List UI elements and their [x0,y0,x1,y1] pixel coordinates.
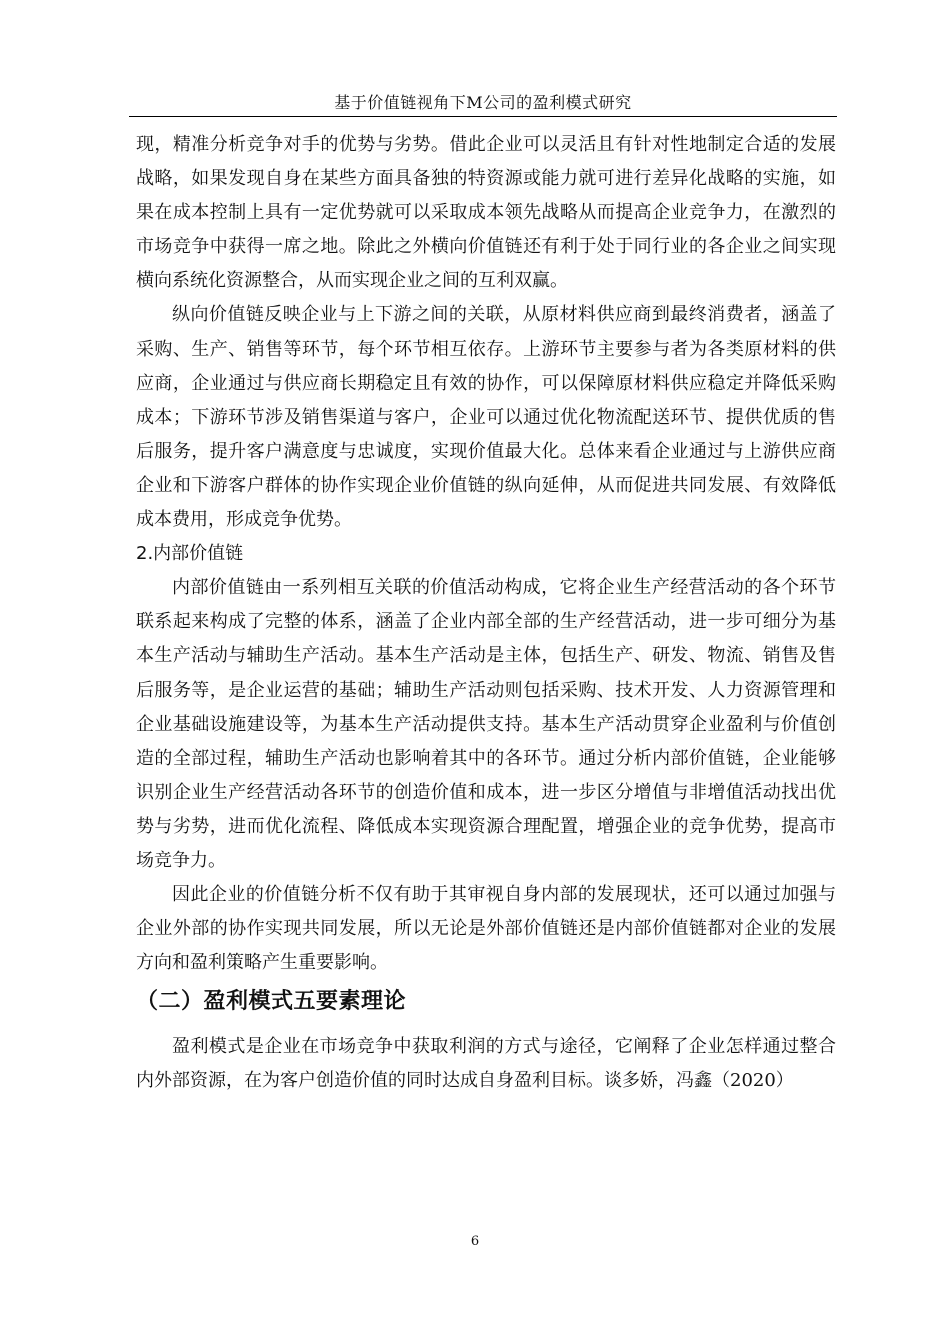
running-header-title: 基于价值链视角下M公司的盈利模式研究 [334,93,632,112]
page-number: 6 [470,1234,480,1249]
paragraph-vertical-value-chain: 纵向价值链反映企业与上下游之间的关联，从原材料供应商到最终消费者，涵盖了采购、生产、销售等环节，每个环节相互依存。上游环节主要参与者为各类原材料的供应商，企业通过与供应商长期稳定且有效的协作，可以保障原材料供应稳定并降低采购成本；下游环节涉及销售渠道与客户，企业可以通过优化物流配送环节、提供优质的售后服务，提升客户满意度与忠诚度，实现价值最大化。总体来看企业通过与上游供应商企业和下游客户群体的协作实现企业价值链的纵向延伸，从而促进共同发展、有效降低成本费用，形成竞争优势。 [136,304,836,531]
paragraph-internal-value-chain: 内部价值链由一系列相互关联的价值活动构成，它将企业生产经营活动的各个环节联系起来构成了完整的体系，涵盖了企业内部全部的生产经营活动，进一步可细分为基本生产活动与辅助生产活动。基本生产活动是主体，包括生产、研发、物流、销售及售后服务等，是企业运营的基础；辅助生产活动则包括采购、技术开发、人力资源管理和企业基础设施建设等，为基本生产活动提供支持。基本生产活动贯穿企业盈利与价值创造的全部过程，辅助生产活动也影响着其中的各环节。通过分析内部价值链，企业能够识别企业生产经营活动各环节的创造价值和成本，进一步区分增值与非增值活动找出优势与劣势，进而优化流程、降低成本实现资源合理配置，增强企业的竞争优势，提高市场竞争力。 [136,577,836,871]
paragraph-value-chain-summary: 因此企业的价值链分析不仅有助于其审视自身内部的发展现状，还可以通过加强与企业外部的协作实现共同发展，所以无论是外部价值链还是内部价值链都对企业的发展方向和盈利策略产生重要影响。 [136,884,836,974]
paragraph-horizontal-value-chain-continued: 现，精准分析竞争对手的优势与劣势。借此企业可以灵活且有针对性地制定合适的发展战略，如果发现自身在某些方面具备独的特资源或能力就可进行差异化战略的实施，如果在成本控制上具有一定优势就可以采取成本领先战略从而提高企业竞争力，在激烈的市场竞争中获得一席之地。除此之外横向价值链还有利于处于同行业的各企业之间实现横向系统化资源整合，从而实现企业之间的互利双赢。 [136,134,836,292]
section-heading-profit-model-five-elements: （二）盈利模式五要素理论 [136,989,407,1015]
document-body [136,128,836,1099]
paragraph-profit-model-definition: 盈利模式是企业在市场竞争中获取利润的方式与途径，它阐释了企业怎样通过整合内外部资源，在为客户创造价值的同时达成自身盈利目标。谈多娇，冯鑫（2020） [136,1036,836,1092]
subheading-internal-value-chain: 2.内部价值链 [136,543,244,565]
header-divider [129,116,837,117]
